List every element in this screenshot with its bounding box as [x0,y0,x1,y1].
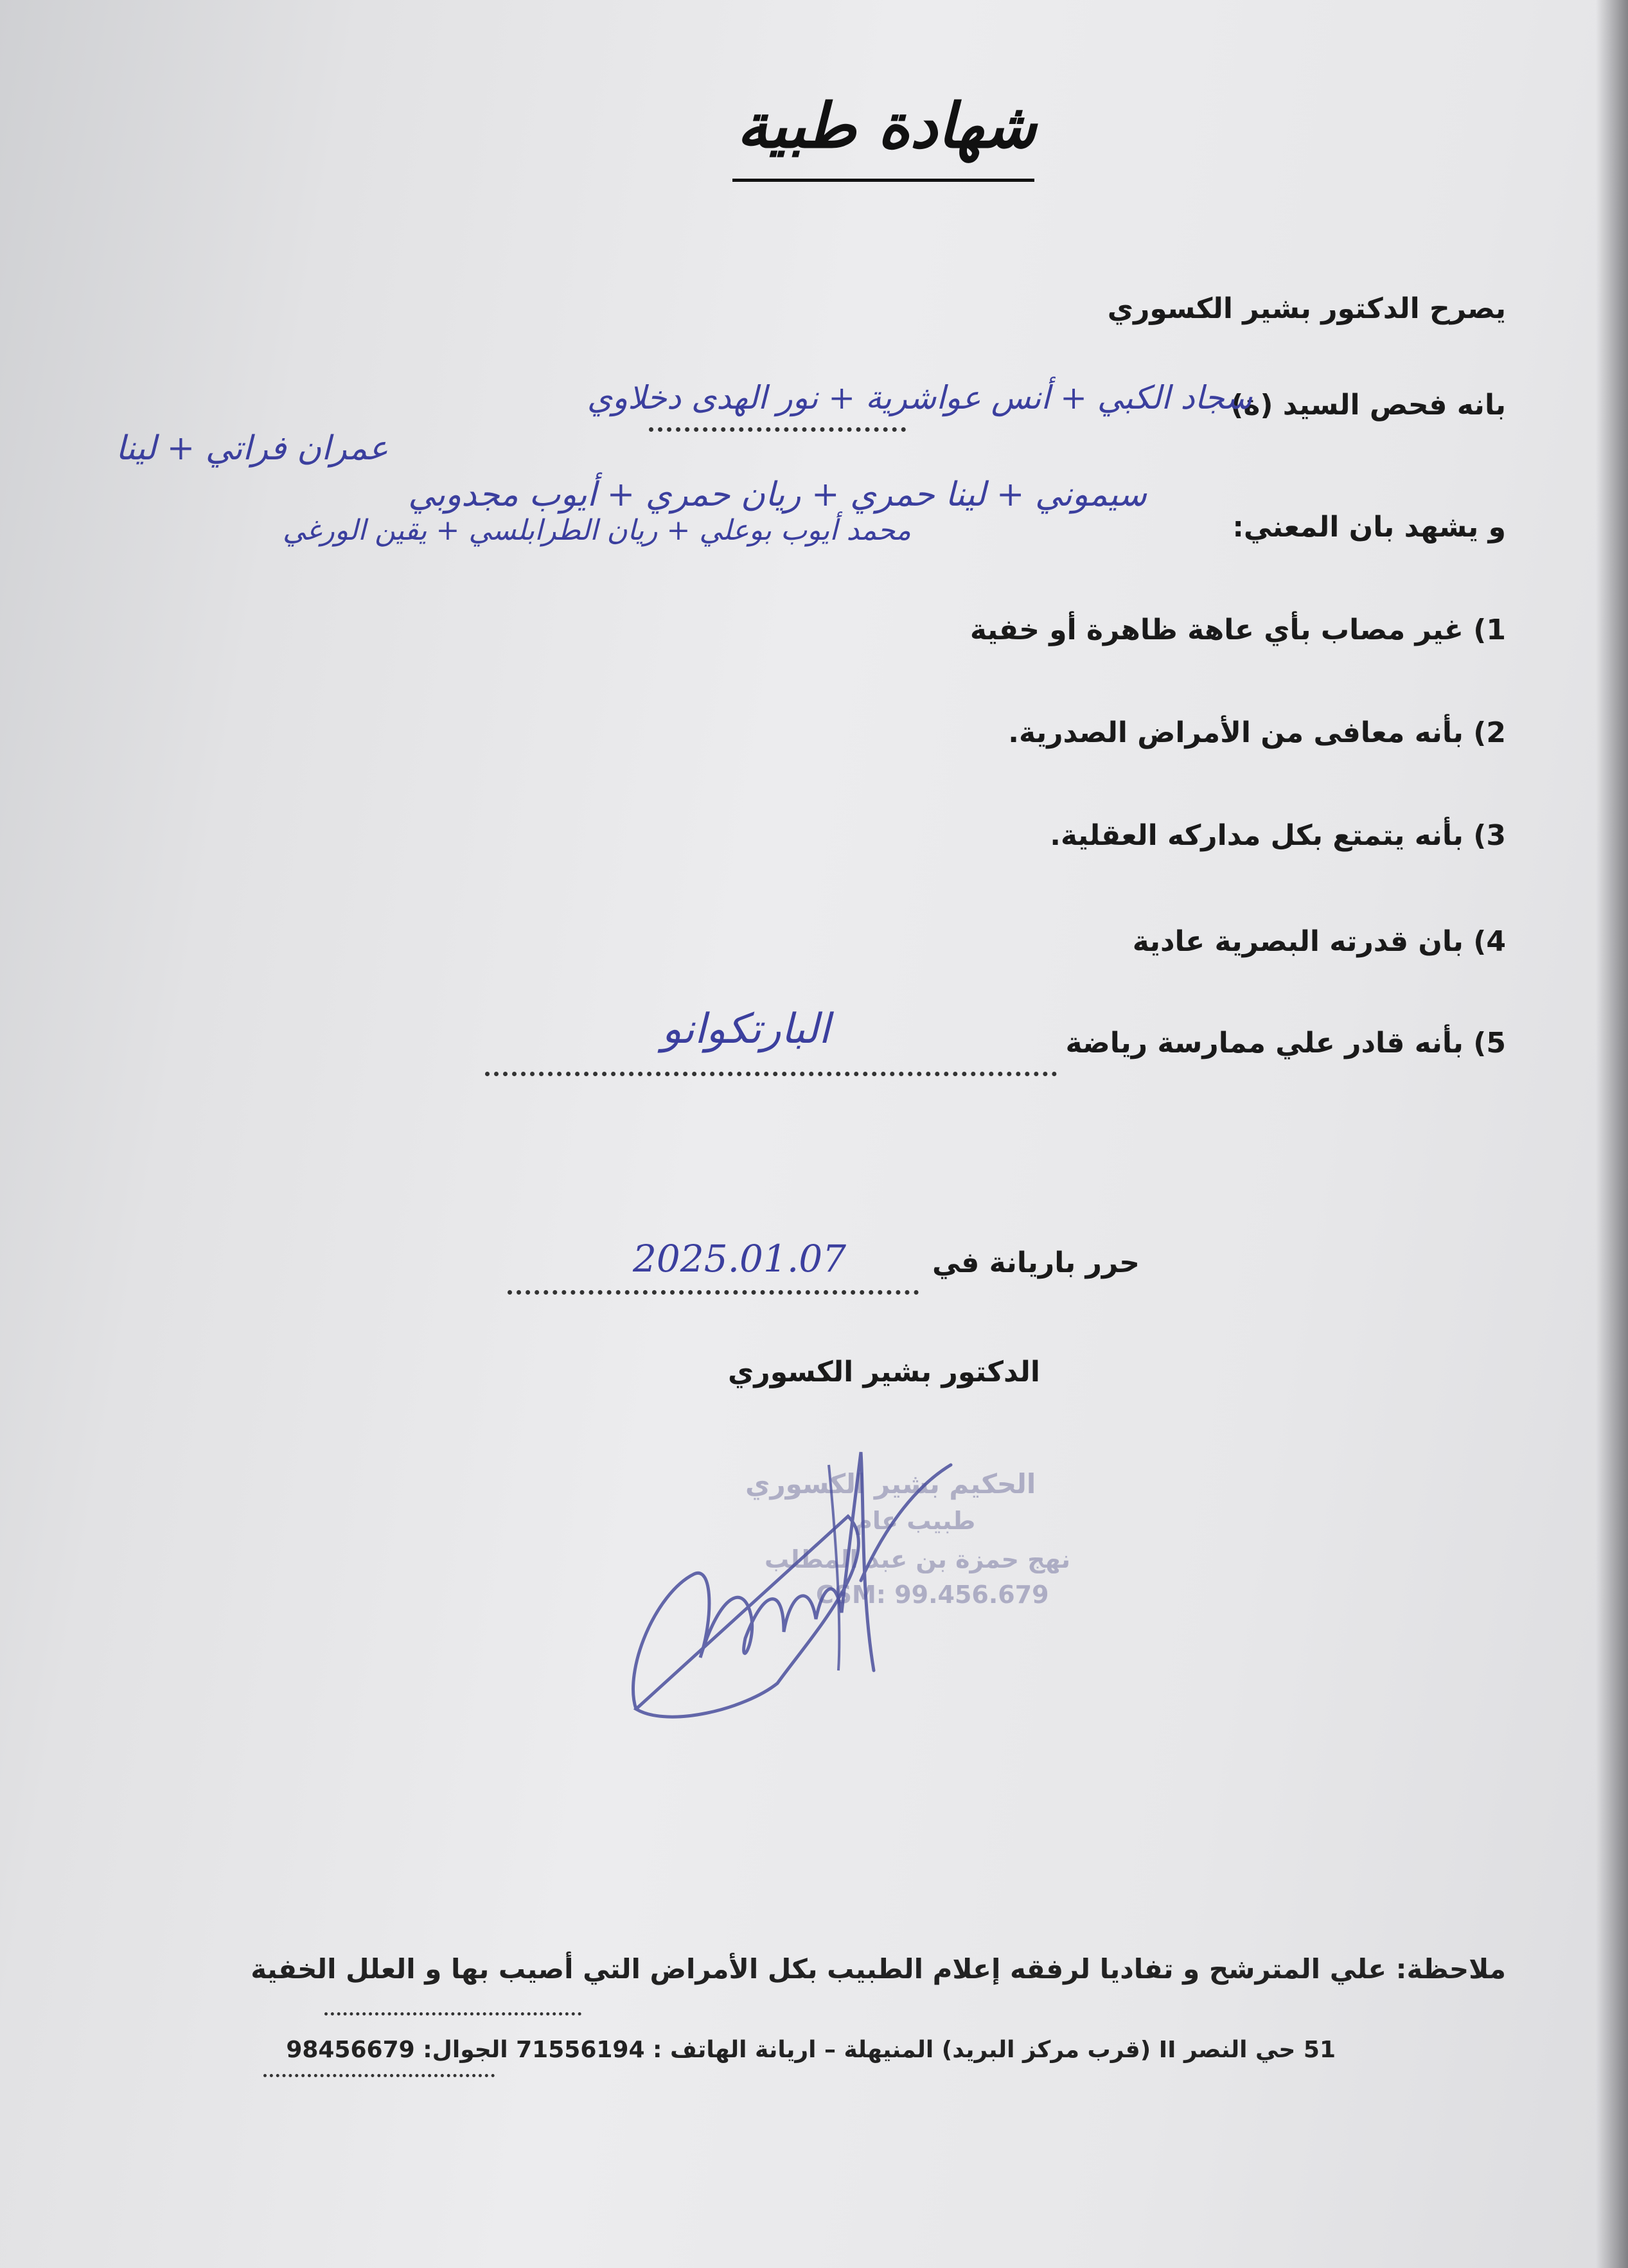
doctor-name: الدكتور بشير الكسوري [728,1356,1040,1388]
date-dotted-line [508,1290,919,1295]
condition-item-1: 1) غير مصاب بأي عاهة ظاهرة أو خفية [969,614,1506,646]
condition-item-4: 4) بان قدرته البصرية عادية [1132,925,1506,958]
place-label: حرر باريانة في [932,1246,1140,1279]
footer-address: 51 حي النصر II (قرب مركز البريد) المنيهلة – اريانة الهاتف : 71556194 الجوال: 98456679 [286,2037,1336,2063]
condition-item-5: 5) بأنه قادر علي ممارسة رياضة [1065,1027,1506,1059]
condition-item-3: 3) بأنه يتمتع بكل مداركه العقلية. [1050,819,1506,852]
name-dotted-line [649,427,906,432]
document-title: شهادة طبية [736,90,1037,162]
examined-names-line2: عمران فراتي + لينا [116,429,389,468]
note-line: ملاحظة: علي المترشح و تفاديا لرفقه إعلام الطبيب بكل الأمراض التي أصيب بها و العلل الخفية [251,1953,1506,1985]
sport-value: البارتكوانو [662,1006,830,1053]
title-underline [732,179,1034,182]
certify-label: و يشهد بان المعني: [1232,511,1506,544]
sport-dotted-line [485,1072,1057,1076]
note-dotted-line [324,2012,581,2016]
stamp-line-2: طبيب عام [854,1507,976,1535]
examined-names-line1: سجاد الكبي + أنس عواشرية + نور الهدى دخلاوي [587,379,1252,416]
condition-item-2: 2) بأنه معافى من الأمراض الصدرية. [1008,716,1506,749]
stamp-line-3: نهج حمزة بن عبد المطلب [765,1545,1071,1573]
examined-names-line4: محمد أيوب بوعلي + ريان الطرابلسي + يقين الورغي [283,514,911,547]
examined-names-line3: سيموني + لينا حمري + ريان حمري + أيوب مجدوبي [408,475,1147,514]
date-value: 2025.01.07 [633,1237,847,1280]
signature-image [617,1426,977,1748]
footer-dotted-line [263,2074,495,2077]
stamp-line-1: الحكيم بشير الكسوري [745,1468,1036,1500]
stamp-line-4: CSM: 99.456.679 [816,1581,1049,1609]
examined-label: بانه فحص السيد (ة) [1230,389,1506,421]
paper-shadow-edge [1596,0,1628,2268]
intro-line: يصرح الدكتور بشير الكسوري [1107,292,1506,325]
